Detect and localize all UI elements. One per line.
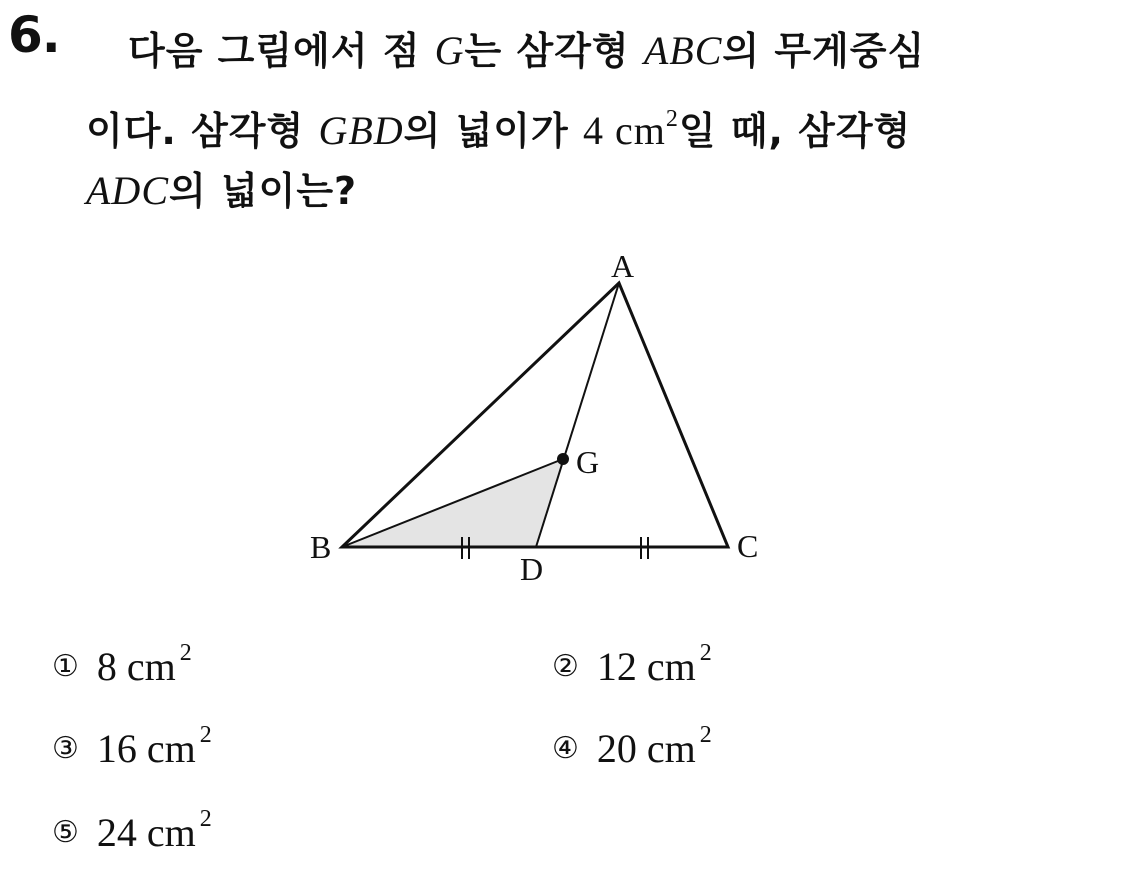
question-number: 6. — [8, 6, 60, 64]
choice-exponent-5: 2 — [199, 806, 212, 832]
choice-number-3: ③ — [52, 731, 79, 766]
question-text: 의 넓이는? — [169, 169, 358, 213]
triangle-adc-label: ADC — [86, 168, 169, 213]
answer-choice-5[interactable] — [52, 806, 212, 856]
point-g-label: G — [434, 28, 465, 73]
choice-value-4: 20 cm — [596, 726, 696, 771]
choice-exponent-2: 2 — [699, 640, 712, 666]
choice-exponent-1: 2 — [179, 640, 192, 666]
choice-number-4: ④ — [552, 731, 579, 766]
vertex-b-label: B — [310, 529, 332, 565]
given-area-exponent: 2 — [665, 106, 679, 132]
choice-number-2: ② — [552, 649, 579, 684]
answer-choice-4[interactable] — [552, 722, 712, 772]
centroid-point — [557, 453, 569, 465]
answer-choice-3[interactable] — [52, 722, 212, 772]
choice-exponent-3: 2 — [199, 722, 212, 748]
choice-exponent-4: 2 — [699, 722, 712, 748]
question-text: 는 삼각형 — [464, 29, 644, 73]
question-text: 이다. 삼각형 — [86, 109, 319, 153]
given-area-value: 4 cm — [582, 108, 666, 153]
question-text: 의 무게중심 — [722, 29, 926, 73]
choice-value-3: 16 cm — [96, 726, 196, 771]
vertex-c-label: C — [737, 528, 759, 564]
choice-number-1: ① — [52, 649, 79, 684]
triangle-abc-label: ABC — [643, 28, 723, 73]
choice-value-1: 8 cm — [96, 644, 176, 689]
question-text: 일 때, 삼각형 — [678, 109, 912, 153]
answer-choice-1[interactable] — [52, 640, 192, 690]
answer-choice-2[interactable] — [552, 640, 712, 690]
point-d-label: D — [520, 551, 544, 587]
choice-number-5: ⑤ — [52, 815, 79, 850]
vertex-a-label: A — [611, 248, 635, 284]
question-text: 다음 그림에서 점 — [128, 29, 435, 73]
choice-value-5: 24 cm — [96, 810, 196, 855]
triangle-gbd-label: GBD — [318, 108, 404, 153]
choice-value-2: 12 cm — [596, 644, 696, 689]
question-text: 의 넓이가 — [403, 109, 583, 153]
point-g-figure-label: G — [576, 444, 600, 480]
